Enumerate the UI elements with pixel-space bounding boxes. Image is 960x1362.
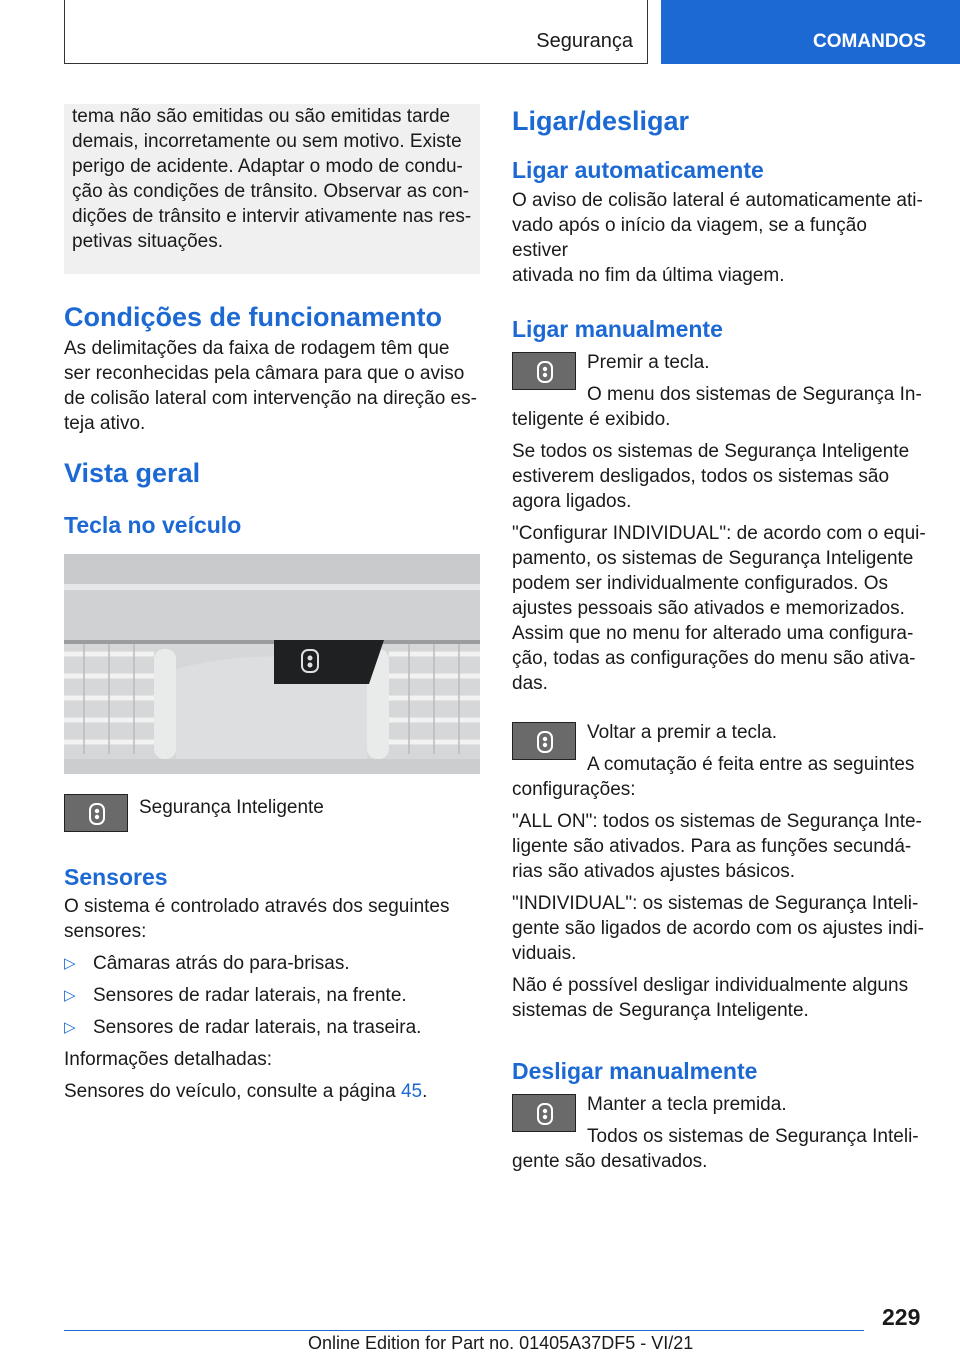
intelligent-safety-key-icon: [512, 1094, 576, 1132]
text-line: "Configurar INDIVIDUAL": de acordo com o equi-: [512, 523, 926, 544]
heading-desligar-manual: Desligar manualmente: [512, 1058, 758, 1084]
warning-line: petivas situações.: [72, 231, 224, 252]
intelligent-safety-key-icon: [512, 352, 576, 390]
text-line: "INDIVIDUAL": os sistemas de Segurança Inteli-: [512, 893, 919, 914]
text-line: Assim que no menu for alterado uma configura-: [512, 623, 914, 644]
right-column: [512, 104, 928, 1174]
list-item: ▷ Câmaras atrás do para-brisas.: [64, 953, 350, 974]
heading-ligar-desligar: Ligar/desligar: [512, 106, 690, 136]
text-line: gente são ligados de acordo com os ajustes indi-: [512, 918, 924, 939]
warning-line: perigo de acidente. Adaptar o modo de condu-: [72, 156, 463, 177]
warning-line: tema não são emitidas ou são emitidas tarde: [72, 106, 451, 127]
sensor-list: [64, 951, 480, 1040]
text-line: O aviso de colisão lateral é automaticamente ati-: [512, 190, 923, 211]
step-press-key: Premir a tecla. O menu dos sistemas de Segurança In- teligente é exibido.: [512, 352, 922, 430]
text-line: ção, todas as configurações do menu são ativa-: [512, 648, 916, 669]
key-caption: Segurança Inteligente: [139, 797, 324, 818]
bullet-triangle-icon: ▷: [64, 955, 76, 972]
warning-line: demais, incorretamente ou sem motivo. Existe: [72, 131, 462, 152]
text-line: ser reconhecidas pela câmara para que o aviso: [64, 363, 465, 384]
text-line: vado após o início da viagem, se a função estiver: [512, 215, 867, 261]
text-line: Não é possível desligar individualmente alguns: [512, 975, 909, 996]
list-item: ▷ Sensores de radar laterais, na traseira.: [64, 1017, 422, 1038]
text-line: agora ligados.: [512, 491, 632, 512]
page-reference: Sensores do veículo, consulte a página 45.: [64, 1081, 428, 1102]
heading-vista-geral: Vista geral: [64, 458, 201, 488]
text-line: de colisão lateral com intervenção na direção es-: [64, 388, 477, 409]
vehicle-button-photo: [64, 554, 480, 774]
heading-condicoes: Condições de funcionamento: [64, 302, 443, 332]
text-line: "ALL ON": todos os sistemas de Segurança Inte-: [512, 811, 922, 832]
text-line: sistemas de Segurança Inteligente.: [512, 1000, 809, 1021]
header-section-tab: [64, 0, 648, 64]
bullet-triangle-icon: ▷: [64, 1019, 76, 1036]
text-line: sensores:: [64, 921, 147, 942]
text-line: As delimitações da faixa de rodagem têm que: [64, 338, 450, 359]
info-label: Informações detalhadas:: [64, 1049, 273, 1070]
text-line: rias são ativados ajustes básicos.: [512, 861, 796, 882]
warning-line: dições de trânsito e intervir ativamente nas res-: [72, 206, 472, 227]
step-hold-key: Manter a tecla premida. Todos os sistemas de Segurança Inteli- gente são desativados.: [512, 1094, 919, 1172]
header-chapter-label: COMANDOS: [813, 31, 926, 52]
text-line: ativada no fim da última viagem.: [512, 265, 785, 286]
header-section-label: Segurança: [536, 30, 633, 52]
warning-box: [64, 104, 480, 274]
footer-divider: [64, 1330, 864, 1331]
page-link[interactable]: 45: [400, 1081, 423, 1102]
left-column: [64, 104, 480, 1104]
text-line: O sistema é controlado através dos seguintes: [64, 896, 450, 917]
text-line: podem ser individualmente configurados. Os: [512, 573, 888, 594]
intelligent-safety-key-icon: [512, 722, 576, 760]
heading-ligar-manual: Ligar manualmente: [512, 316, 723, 342]
text-line: pamento, os sistemas de Segurança Inteligente: [512, 548, 914, 569]
warning-line: ção às condições de trânsito. Observar as con-: [72, 181, 470, 202]
text-line: Se todos os sistemas de Segurança Inteligente: [512, 441, 910, 462]
heading-sensores: Sensores: [64, 864, 168, 890]
key-caption-row: [64, 792, 480, 834]
heading-ligar-auto: Ligar automaticamente: [512, 157, 764, 183]
footer-edition: Online Edition for Part no. 01405A37DF5 - VI/21: [308, 1333, 694, 1353]
header-chapter-tab: [661, 0, 960, 64]
page-number: 229: [882, 1304, 921, 1330]
heading-tecla: Tecla no veículo: [64, 512, 242, 538]
text-line: ajustes pessoais são ativados e memorizados.: [512, 598, 905, 619]
intelligent-safety-key-icon: [64, 794, 128, 832]
text-line: ligente são ativados. Para as funções secundá-: [512, 836, 912, 857]
text-line: estiverem desligados, todos os sistemas são: [512, 466, 890, 487]
step-press-again: Voltar a premir a tecla. A comutação é feita entre as seguintes configurações:: [512, 722, 915, 800]
list-item: ▷ Sensores de radar laterais, na frente.: [64, 985, 407, 1006]
text-line: das.: [512, 673, 548, 694]
text-line: teja ativo.: [64, 413, 146, 434]
bullet-triangle-icon: ▷: [64, 987, 76, 1004]
text-line: viduais.: [512, 943, 577, 964]
